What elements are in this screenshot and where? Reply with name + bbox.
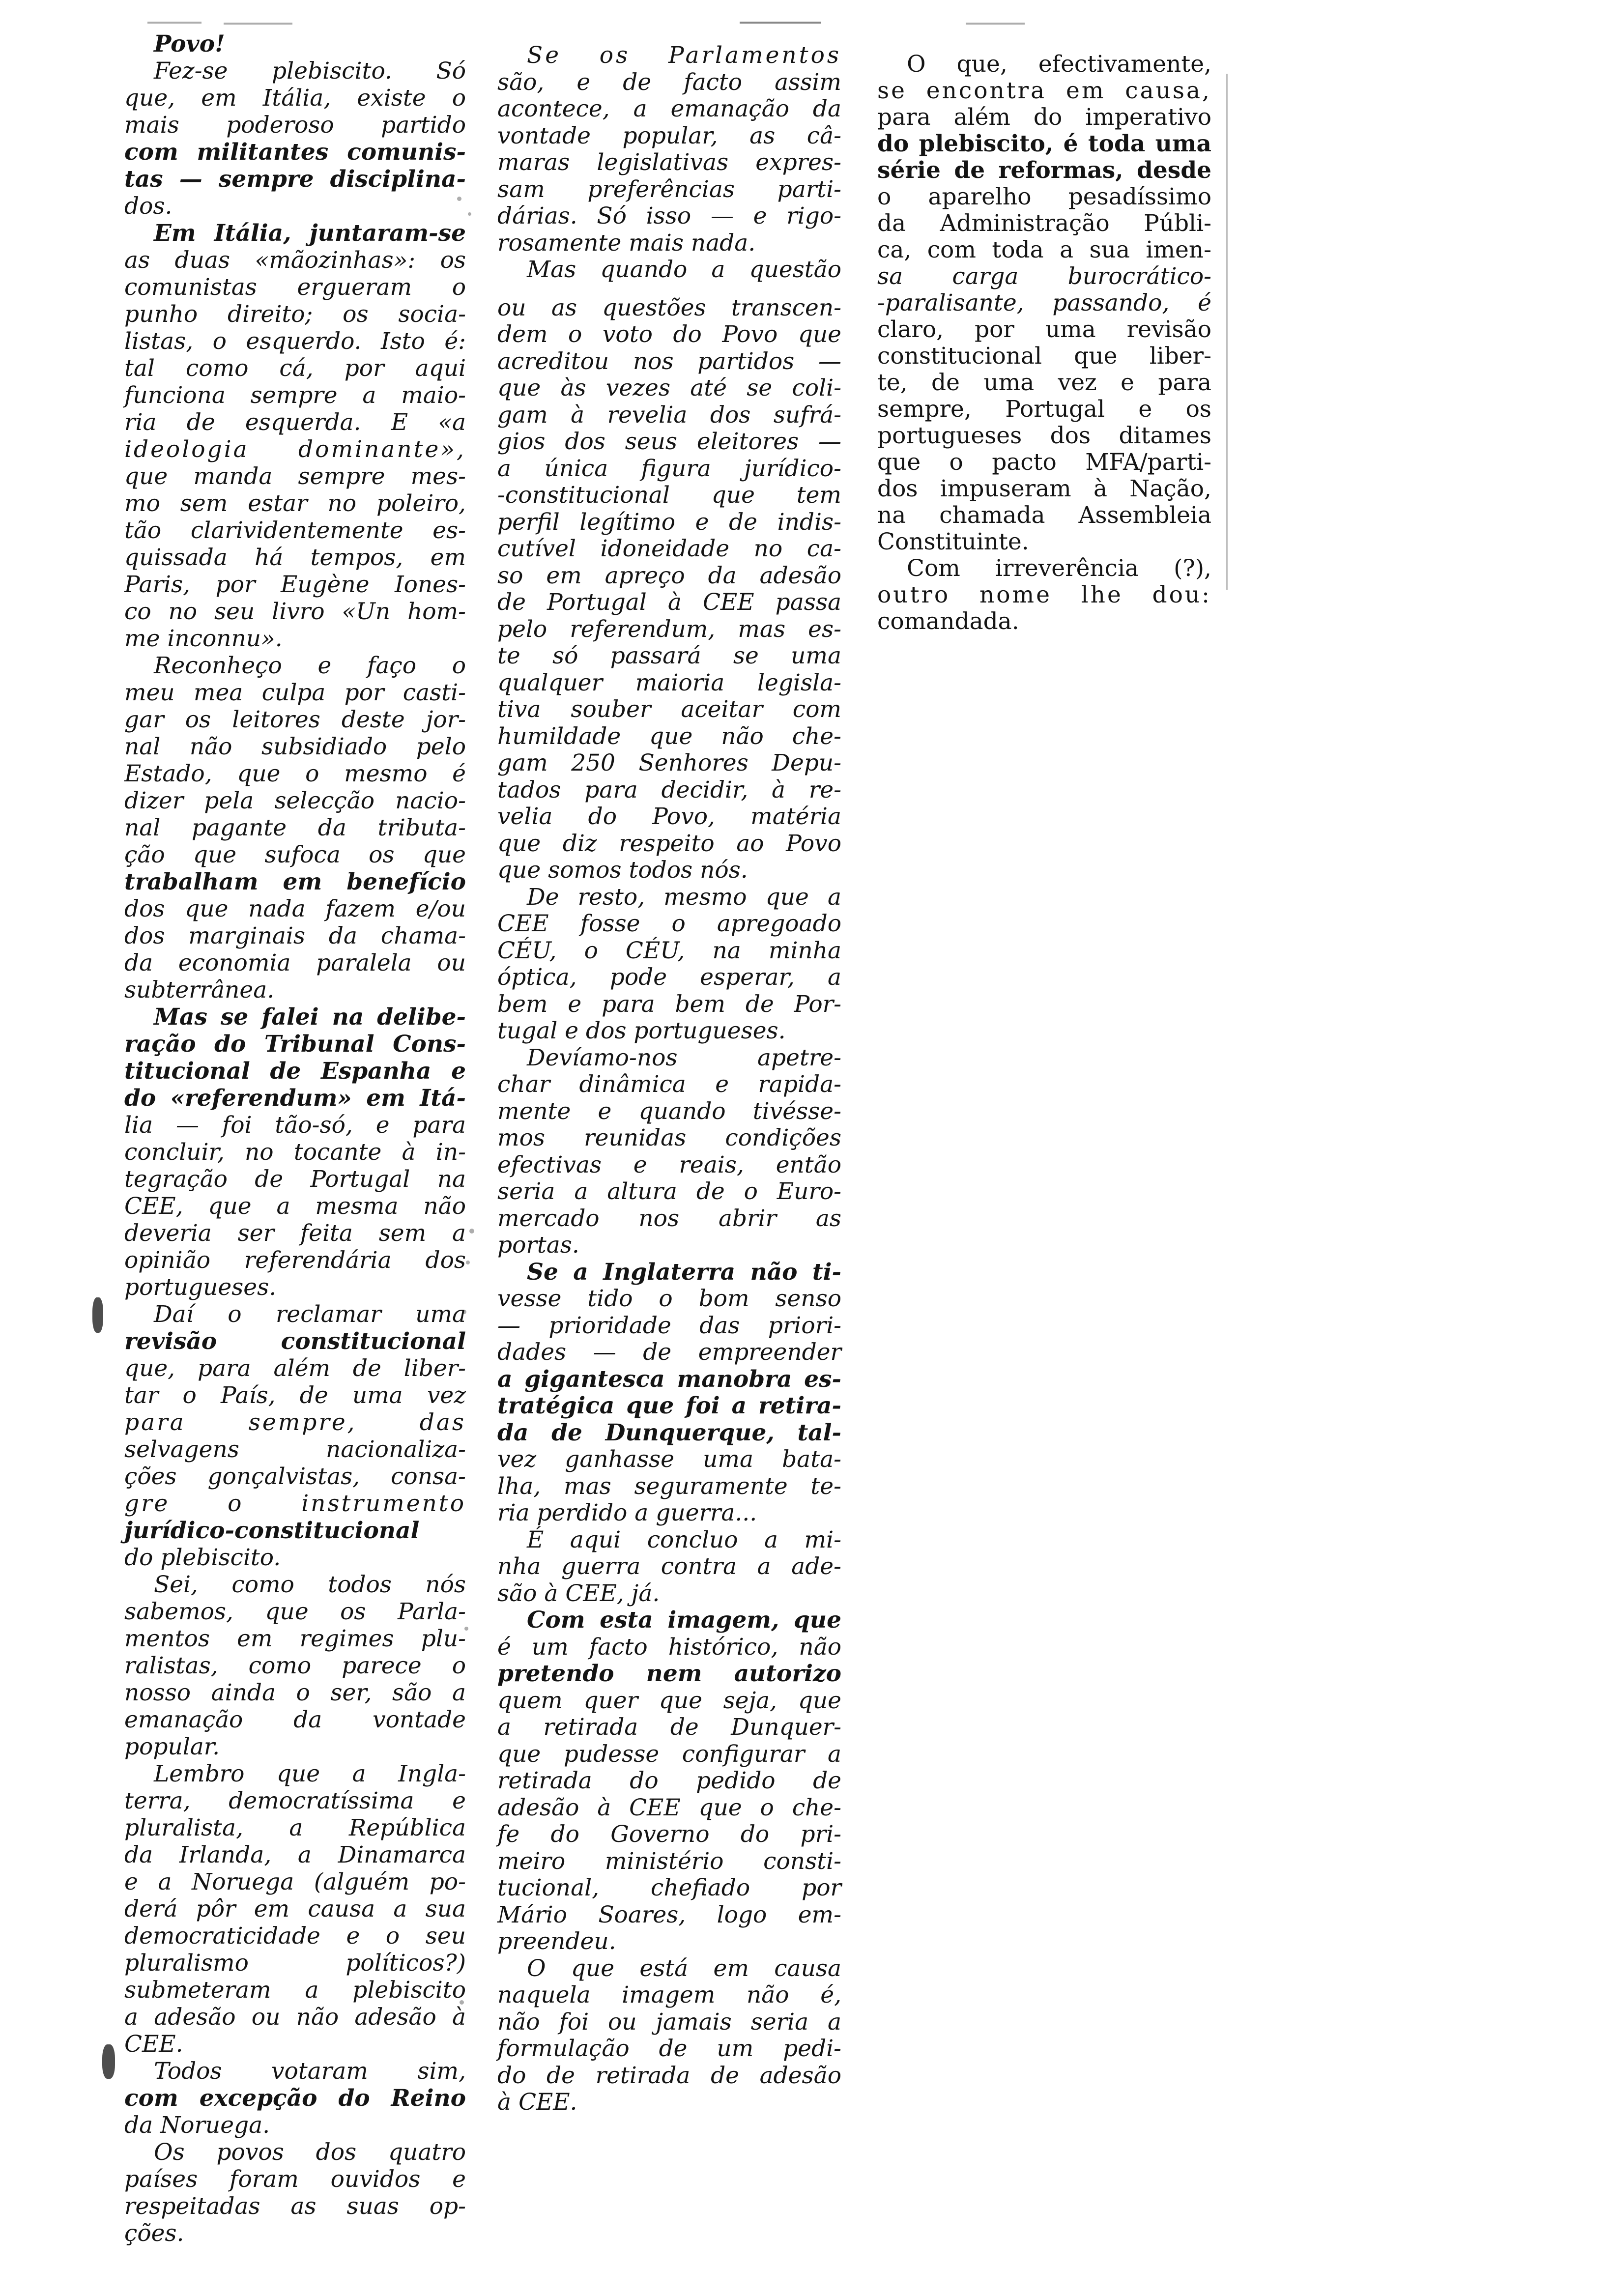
article-line: maras legislativas expres- xyxy=(497,149,841,176)
article-line: seria a altura de o Euro- xyxy=(497,1178,841,1205)
article-line: sa carga burocrático- xyxy=(877,263,1211,290)
scan-noise-margin-1 xyxy=(92,1297,103,1333)
article-line: Com irreverência (?), xyxy=(907,555,1211,582)
article-line: dades — de empreender xyxy=(497,1339,841,1366)
article-line: Sei, como todos nós xyxy=(154,1571,466,1598)
article-paragraph xyxy=(497,884,841,1045)
article-line: nha guerra contra a ade- xyxy=(497,1553,841,1580)
article-line: quem quer que seja, que xyxy=(497,1687,841,1714)
article-line: — prioridade das priori- xyxy=(497,1312,841,1339)
article-paragraph xyxy=(877,51,1211,555)
article-line: dos marginais da chama- xyxy=(124,922,466,949)
article-line: gam à revelia dos sufrá- xyxy=(497,401,841,429)
article-line: tratégica que foi a retira- xyxy=(497,1392,841,1419)
article-line: ção que sufoca os que xyxy=(124,841,466,868)
article-line: tucional, chefiado por xyxy=(497,1874,841,1901)
article-line: CEE. xyxy=(124,2031,183,2058)
article-line: CEE, que a mesma não xyxy=(124,1193,466,1220)
article-paragraph xyxy=(124,2058,466,2139)
article-line: titucional de Espanha e xyxy=(124,1058,466,1085)
article-line: que pudesse configurar a xyxy=(497,1740,841,1768)
article-line: formulação de um pedi- xyxy=(497,2035,841,2062)
article-line: dem o voto do Povo que xyxy=(497,321,841,348)
article-paragraph xyxy=(497,1955,841,2116)
article-line: Povo! xyxy=(154,30,225,57)
article-paragraph xyxy=(124,1301,466,1571)
article-line: O que, efectivamente, xyxy=(907,51,1211,78)
article-line: sempre, Portugal e os xyxy=(877,396,1211,423)
article-line: naquela imagem não é, xyxy=(497,1981,841,2009)
article-line: ria de esquerda. E «a xyxy=(124,409,466,436)
article-line: adesão à CEE que o che- xyxy=(497,1794,841,1821)
article-paragraph xyxy=(497,1607,841,1955)
article-line: popular. xyxy=(124,1733,220,1760)
article-line: cutível idoneidade no ca- xyxy=(497,535,841,562)
article-line: da de Dunquerque, tal- xyxy=(497,1419,841,1446)
scan-noise-top-3 xyxy=(740,22,821,24)
article-line: O que está em causa xyxy=(527,1954,841,1982)
scan-noise-top-1 xyxy=(147,22,202,24)
article-line: mos reunidas condições xyxy=(497,1124,841,1151)
article-line: da Irlanda, a Dinamarca xyxy=(124,1841,466,1868)
scan-speck-3 xyxy=(469,1229,474,1234)
article-line: nal pagante da tributa- xyxy=(124,814,466,841)
article-line: do «referendum» em Itá- xyxy=(124,1085,466,1112)
article-line: Todos votaram sim, xyxy=(154,2058,466,2085)
article-paragraph xyxy=(497,42,841,257)
article-line: ou as questões transcen- xyxy=(497,294,841,321)
article-line: fe do Governo do pri- xyxy=(497,1821,841,1848)
article-line: que diz respeito ao Povo xyxy=(497,830,841,857)
article-line: selvagens nacionaliza- xyxy=(124,1436,466,1463)
article-line: te, de uma vez e para xyxy=(877,369,1211,396)
article-line: da Noruega. xyxy=(124,2112,270,2139)
article-line: Daí o reclamar uma xyxy=(154,1301,466,1328)
article-line: pluralismo políticos?) xyxy=(124,1950,466,1977)
article-line: so em apreço da adesão xyxy=(497,562,841,589)
article-line: portas. xyxy=(497,1232,579,1259)
article-line: e a Noruega (alguém po- xyxy=(124,1868,466,1895)
article-line: com militantes comunis- xyxy=(124,139,466,166)
article-line: acreditou nos partidos — xyxy=(497,347,841,375)
article-line: tiva souber aceitar com xyxy=(497,696,841,723)
article-line: dos que nada fazem e/ou xyxy=(124,895,466,922)
article-line: ralistas, como parece o xyxy=(124,1652,466,1679)
article-line: Se a Inglaterra não ti- xyxy=(527,1258,841,1286)
article-line: Reconheço e faço o xyxy=(154,652,466,679)
article-paragraph xyxy=(497,257,841,884)
article-line: o aparelho pesadíssimo xyxy=(877,183,1211,210)
article-line: jurídico-constitucional xyxy=(124,1517,420,1544)
article-line: sam preferências parti- xyxy=(497,175,841,203)
article-line: claro, por uma revisão xyxy=(877,316,1211,343)
article-line: são, e de facto assim xyxy=(497,68,841,96)
article-line: velia do Povo, matéria xyxy=(497,803,841,830)
article-line: bem e para bem de Por- xyxy=(497,990,841,1018)
article-column-2 xyxy=(497,42,841,2116)
article-line: tal como cá, por aqui xyxy=(124,355,466,382)
article-line: -constitucional que tem xyxy=(497,482,841,509)
article-paragraph xyxy=(124,1760,466,2058)
article-line: pluralista, a República xyxy=(124,1814,466,1841)
scan-speck-2 xyxy=(468,212,471,216)
article-line: acontece, a emanação da xyxy=(497,95,841,122)
article-line: não foi ou jamais seria a xyxy=(497,2008,841,2036)
article-line: tão clarividentemente es- xyxy=(124,517,466,544)
scan-noise-top-4 xyxy=(966,23,1025,25)
article-line: Paris, por Eugène Iones- xyxy=(124,571,466,598)
article-line: lha, mas seguramente te- xyxy=(497,1472,841,1500)
article-line: submeteram a plebiscito xyxy=(124,1977,466,2004)
article-line: que às vezes até se coli- xyxy=(497,374,841,402)
article-line: listas, o esquerdo. Isto é: xyxy=(124,328,466,355)
article-line: à CEE. xyxy=(497,2089,577,2116)
scan-speck-4 xyxy=(466,1261,470,1264)
article-line: outro nome lhe dou: xyxy=(877,581,1211,608)
article-line: vez ganhasse uma bata- xyxy=(497,1446,841,1473)
article-line: mercado nos abrir as xyxy=(497,1205,841,1232)
article-line: portugueses. xyxy=(124,1274,277,1301)
article-line: de Portugal à CEE passa xyxy=(497,589,841,616)
article-line: É aqui concluo a mi- xyxy=(527,1526,841,1553)
article-line: pelo referendum, mas es- xyxy=(497,615,841,643)
article-paragraph xyxy=(124,1571,466,1760)
article-line: na chamada Assembleia xyxy=(877,502,1211,529)
article-line: do plebiscito. xyxy=(124,1544,281,1571)
article-line: que o pacto MFA/parti- xyxy=(877,449,1211,476)
article-line: democraticidade e o seu xyxy=(124,1923,466,1950)
article-line: do plebiscito, é toda uma xyxy=(877,130,1211,157)
scan-noise-top-2 xyxy=(224,23,292,25)
article-line: punho direito; os socia- xyxy=(124,301,466,328)
article-line: é um facto histórico, não xyxy=(497,1633,841,1661)
article-line: dos impuseram à Nação, xyxy=(877,475,1211,502)
article-line: subterrânea. xyxy=(124,976,275,1004)
article-line: vontade popular, as câ- xyxy=(497,122,841,149)
article-line: nosso ainda o ser, são a xyxy=(124,1679,466,1706)
article-line: Estado, que o mesmo é xyxy=(124,760,466,787)
article-line: tugal e dos portugueses. xyxy=(497,1017,786,1044)
article-line: a retirada de Dunquer- xyxy=(497,1714,841,1741)
article-line: vesse tido o bom senso xyxy=(497,1285,841,1312)
article-line: ca, com toda a sua imen- xyxy=(877,236,1211,263)
article-line: tas — sempre disciplina- xyxy=(124,166,466,193)
article-line: gam 250 Senhores Depu- xyxy=(497,749,841,776)
article-line: mais poderoso partido xyxy=(124,112,466,139)
article-line: lia — foi tão-só, e para xyxy=(124,1112,466,1139)
article-line: humildade que não che- xyxy=(497,722,841,750)
article-line: se encontra em causa, xyxy=(877,77,1211,104)
article-line: mente e quando tivésse- xyxy=(497,1097,841,1125)
article-paragraph xyxy=(124,220,466,652)
article-paragraph xyxy=(877,555,1211,635)
article-line: perfil legítimo e de indis- xyxy=(497,508,841,536)
article-line: as duas «mãozinhas»: os xyxy=(124,247,466,274)
article-line: quissada há tempos, em xyxy=(124,544,466,571)
article-line: a gigantesca manobra es- xyxy=(497,1365,841,1393)
article-line: que manda sempre mes- xyxy=(124,463,466,490)
article-line: Mas quando a questão xyxy=(527,256,841,283)
article-paragraph xyxy=(124,57,466,220)
article-paragraph xyxy=(124,1004,466,1301)
article-line: mentos em regimes plu- xyxy=(124,1625,466,1652)
article-line: da economia paralela ou xyxy=(124,949,466,976)
article-line: char dinâmica e rapida- xyxy=(497,1071,841,1098)
article-line: deveria ser feita sem a xyxy=(124,1220,466,1247)
article-paragraph xyxy=(497,1045,841,1259)
article-line: mo sem estar no poleiro, xyxy=(124,490,466,517)
article-line: co no seu livro «Un hom- xyxy=(124,598,466,625)
article-line: Mário Soares, logo em- xyxy=(497,1901,841,1928)
article-line: Fez-se plebiscito. Só xyxy=(154,57,466,85)
article-line: constitucional que liber- xyxy=(877,343,1211,370)
article-line: Devíamo-nos apetre- xyxy=(527,1044,841,1071)
article-line: preendeu. xyxy=(497,1928,616,1955)
article-line: ções gonçalvistas, consa- xyxy=(124,1463,466,1490)
article-line: ria perdido a guerra... xyxy=(497,1499,757,1526)
article-line: a adesão ou não adesão à xyxy=(124,2004,466,2031)
article-line: me inconnu». xyxy=(124,625,283,652)
article-line: Se os Parlamentos xyxy=(527,42,841,69)
article-line: pretendo nem autorizo xyxy=(497,1660,841,1687)
article-line: com excepção do Reino xyxy=(124,2085,466,2112)
article-line: terra, democratíssima e xyxy=(124,1787,466,1814)
clipping-edge-line xyxy=(1226,74,1228,590)
article-line: portugueses dos ditames xyxy=(877,422,1211,449)
scan-noise-margin-2 xyxy=(102,2044,115,2079)
article-line: comunistas ergueram o xyxy=(124,274,466,301)
article-line: CÉU, o CÉU, na minha xyxy=(497,937,841,964)
article-line: Constituinte. xyxy=(877,528,1029,555)
article-line: te só passará se uma xyxy=(497,642,841,669)
article-line: óptica, pode esperar, a xyxy=(497,964,841,991)
article-line: que somos todos nós. xyxy=(497,857,748,884)
article-line: Os povos dos quatro xyxy=(154,2139,466,2166)
article-line: ções. xyxy=(124,2220,184,2247)
article-paragraph xyxy=(124,2139,466,2247)
article-line: ração do Tribunal Cons- xyxy=(124,1031,466,1058)
article-line: ideologia dominante», xyxy=(124,436,466,463)
article-line: gre o instrumento xyxy=(124,1490,466,1517)
article-line: meiro ministério consti- xyxy=(497,1847,841,1875)
article-line: nal não subsidiado pelo xyxy=(124,733,466,760)
article-line: tar o País, de uma vez xyxy=(124,1382,466,1409)
article-line: do de retirada de adesão xyxy=(497,2062,841,2089)
article-line: tegração de Portugal na xyxy=(124,1166,466,1193)
article-line: sabemos, que os Parla- xyxy=(124,1598,466,1625)
article-line: respeitadas as suas op- xyxy=(124,2193,466,2220)
article-line: retirada do pedido de xyxy=(497,1767,841,1794)
article-line: gios dos seus eleitores — xyxy=(497,428,841,455)
article-line: trabalham em benefício xyxy=(124,868,466,895)
article-line: funciona sempre a maio- xyxy=(124,382,466,409)
article-line: para sempre, das xyxy=(124,1409,466,1436)
article-line: efectivas e reais, então xyxy=(497,1151,841,1178)
article-line: qualquer maioria legisla- xyxy=(497,669,841,696)
article-paragraph xyxy=(497,1527,841,1607)
article-line: Em Itália, juntaram-se xyxy=(154,220,466,247)
article-line: opinião referendária dos xyxy=(124,1247,466,1274)
article-line: revisão constitucional xyxy=(124,1328,466,1355)
article-line: emanação da vontade xyxy=(124,1706,466,1733)
article-line: que, para além de liber- xyxy=(124,1355,466,1382)
article-line: dárias. Só isso — e rigo- xyxy=(497,202,841,230)
article-paragraph xyxy=(124,652,466,1004)
article-line: rosamente mais nada. xyxy=(497,229,756,257)
article-line: dizer pela selecção nacio- xyxy=(124,787,466,814)
article-paragraph xyxy=(497,1259,841,1527)
article-line: -paralisante, passando, é xyxy=(877,289,1211,316)
article-line: comandada. xyxy=(877,608,1019,635)
article-line: meu mea culpa por casti- xyxy=(124,679,466,706)
article-line: série de reformas, desde xyxy=(877,157,1211,184)
article-line: concluir, no tocante à in- xyxy=(124,1139,466,1166)
article-column-3 xyxy=(877,51,1211,635)
article-line: CEE fosse o apregoado xyxy=(497,910,841,937)
article-line: Com esta imagem, que xyxy=(527,1607,841,1634)
article-paragraph xyxy=(124,30,466,57)
article-line: que, em Itália, existe o xyxy=(124,85,466,112)
article-line: a única figura jurídico- xyxy=(497,455,841,482)
article-line: De resto, mesmo que a xyxy=(527,883,841,911)
article-line: derá pôr em causa a sua xyxy=(124,1895,466,1923)
article-line: dos. xyxy=(124,193,173,220)
article-line: tados para decidir, à re- xyxy=(497,776,841,804)
article-line: gar os leitores deste jor- xyxy=(124,706,466,733)
article-line: são à CEE, já. xyxy=(497,1579,660,1607)
article-line: da Administração Públi- xyxy=(877,210,1211,237)
article-line: países foram ouvidos e xyxy=(124,2166,466,2193)
article-column-1 xyxy=(124,30,466,2247)
article-line: Mas se falei na delibe- xyxy=(154,1004,466,1031)
article-line: Lembro que a Ingla- xyxy=(154,1760,466,1787)
article-line: para além do imperativo xyxy=(877,104,1211,131)
